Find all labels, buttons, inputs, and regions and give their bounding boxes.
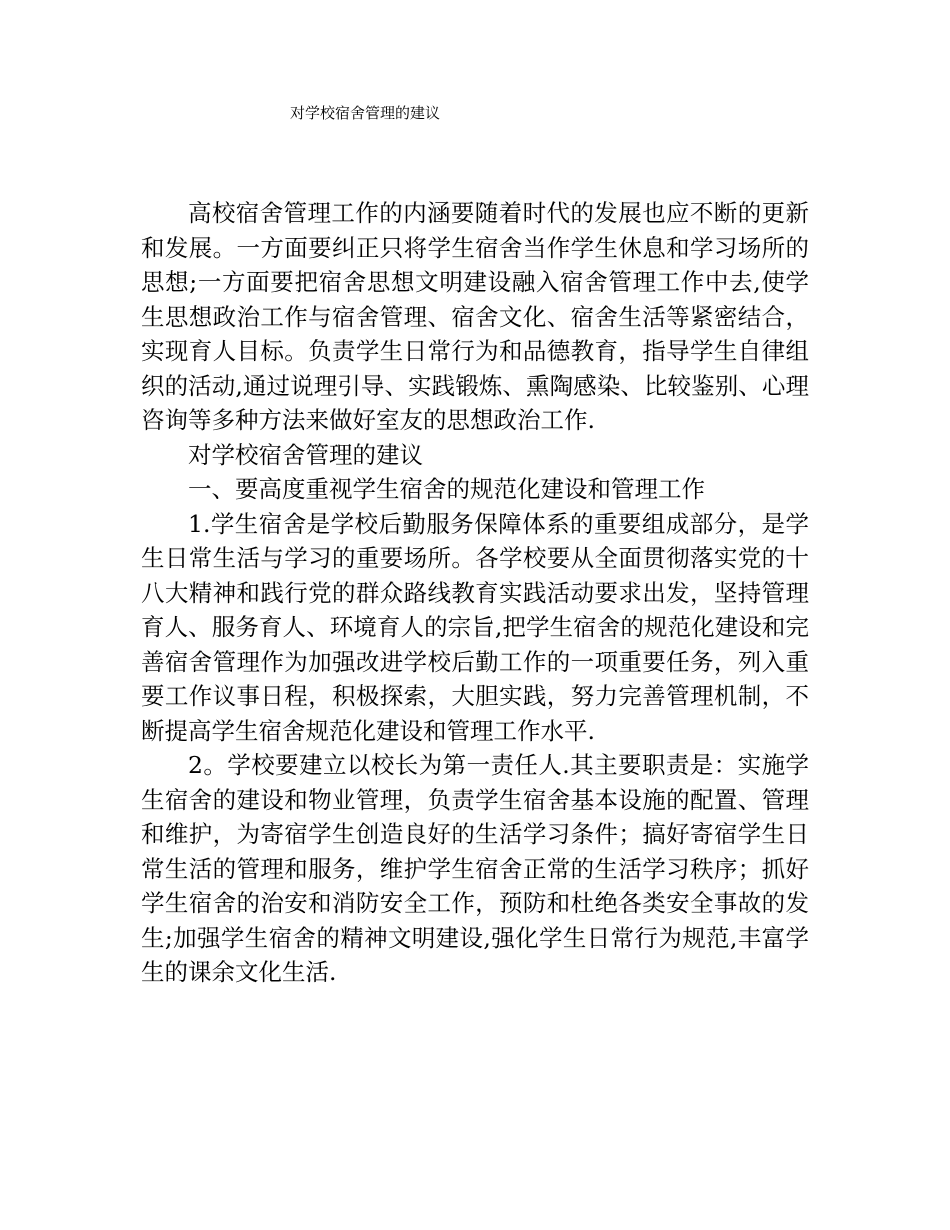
paragraph-intro: 高校宿舍管理工作的内涵要随着时代的发展也应不断的更新和发展。一方面要纠正只将学生宿舍当作学生休息和学习场所的思想;一方面要把宿舍思想文明建设融入宿舍管理工作中去,使学生思想政治工作与宿舍管理、宿舍文化、宿舍生活等紧密结合，实现育人目标。负责学生日常行为和品德教育，指导学生自律组织的活动,通过说理引导、实践锻炼、熏陶感染、比较鉴别、心理咨询等多种方法来做好室友的思想政治工作. bbox=[141, 199, 809, 434]
section-title: 对学校宿舍管理的建议 bbox=[188, 440, 423, 469]
header-title: 对学校宿舍管理的建议 bbox=[290, 104, 441, 122]
paragraph-item-1: 1.学生宿舍是学校后勤服务保障体系的重要组成部分，是学生日常生活与学习的重要场所。各学校要从全面贯彻落实党的十八大精神和践行党的群众路线教育实践活动要求出发，坚持管理育人、服务育人、环境育人的宗旨,把学生宿舍的规范化建设和完善宿舍管理作为加强改进学校后勤工作的一项重要任务，列入重要工作议事日程，积极探索，大胆实践，努力完善管理机制，不断提高学生宿舍规范化建设和管理工作水平. bbox=[141, 509, 809, 745]
paragraph-item-2: 2。学校要建立以校长为第一责任人.其主要职责是：实施学生宿舍的建设和物业管理，负责学生宿舍基本设施的配置、管理和维护，为寄宿学生创造良好的生活学习条件；搞好寄宿学生日常生活的管理和服务，维护学生宿舍正常的生活学习秩序；抓好学生宿舍的治安和消防安全工作，预防和杜绝各类安全事故的发生;加强学生宿舍的精神文明建设,强化学生日常行为规范,丰富学生的课余文化生活. bbox=[141, 751, 809, 986]
section-heading-1: 一、要高度重视学生宿舍的规范化建设和管理工作 bbox=[188, 475, 705, 503]
document-body bbox=[141, 196, 809, 990]
